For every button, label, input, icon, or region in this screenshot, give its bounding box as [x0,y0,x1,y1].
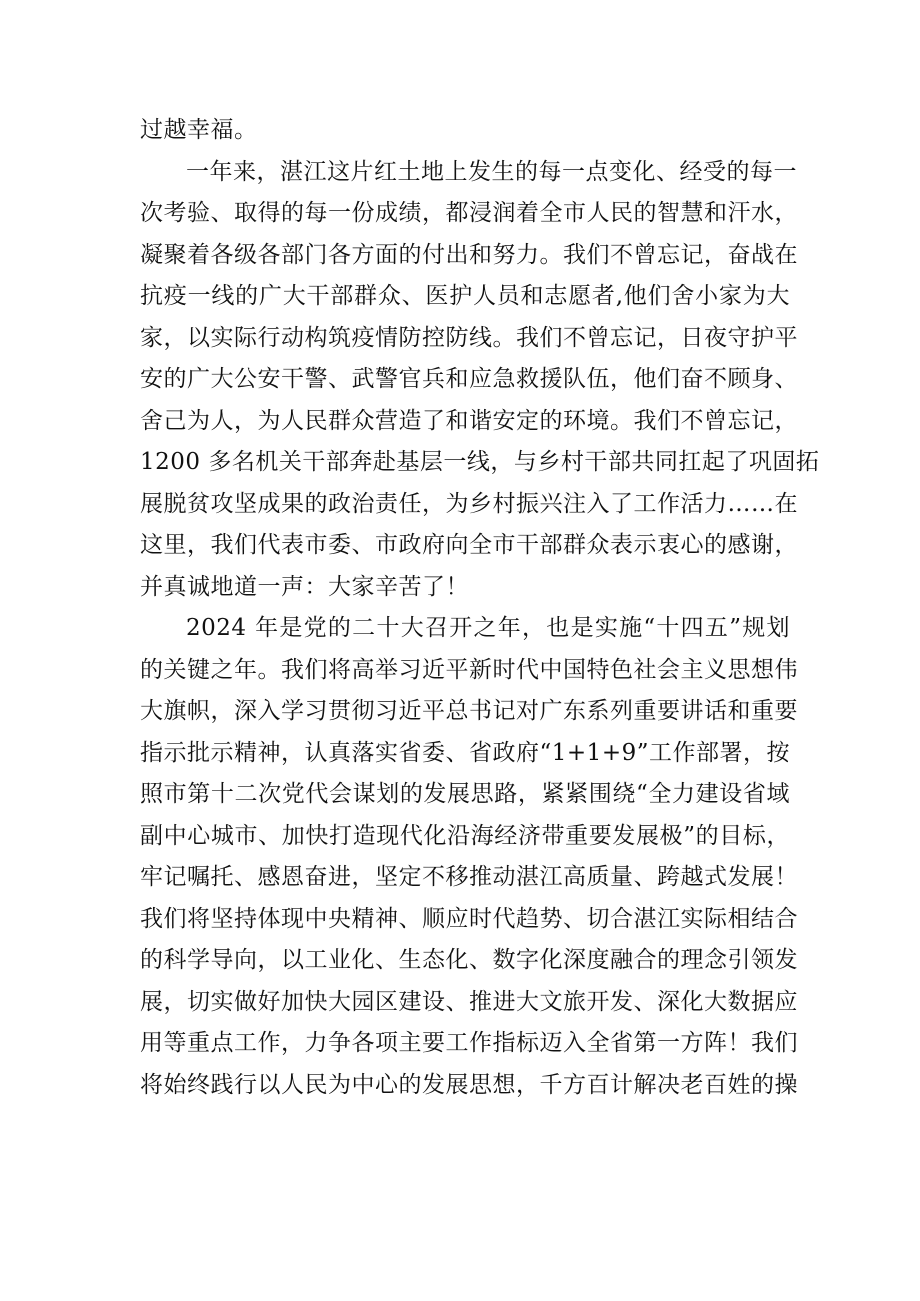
text-line: 一年来，湛江这片红土地上发生的每一点变化、经受的每一 [186,158,797,185]
text-line: 次考验、取得的每一份成绩，都浸润着全市人民的智慧和汗水， [140,200,798,226]
text-line: 指示批示精神，认真落实省委、省政府“1+1+9”工作部署，按 [140,739,790,766]
text-line: 的关键之年。我们将高举习近平新时代中国特色社会主义思想伟 [140,656,798,683]
text-line: 副中心城市、加快打造现代化沿海经济带重要发展极”的目标， [140,822,790,849]
document-page [140,110,820,1106]
text-line: 并真诚地道一声：大家辛苦了！ [140,573,469,600]
text-line: 凝聚着各级各部门各方面的付出和努力。我们不曾忘记，奋战在 [140,241,798,268]
text-line: 将始终践行以人民为中心的发展思想，千方百计解决老百姓的操 [140,1071,798,1098]
text-line: 过越幸福。 [140,117,258,143]
text-line: 大旗帜，深入学习贯彻习近平总书记对广东系列重要讲话和重要 [140,698,798,724]
text-line: 的科学导向，以工业化、生态化、数字化深度融合的理念引领发 [140,947,798,973]
text-line: 安的广大公安干警、武警官兵和应急救援队伍，他们奋不顾身、 [140,366,798,392]
text-line: 2024 年是党的二十大召开之年，也是实施“十四五”规划 [186,615,790,641]
text-line: 展，切实做好加快大园区建设、推进大文旅开发、深化大数据应 [140,988,798,1015]
text-line: 1200 多名机关干部奔赴基层一线，与乡村干部共同扛起了巩固拓 [140,449,820,475]
text-line: 抗疫一线的广大干部群众、医护人员和志愿者,他们舍小家为大 [140,283,790,309]
text-line: 这里，我们代表市委、市政府向全市干部群众表示衷心的感谢， [140,532,798,558]
text-line: 牢记嘱托、感恩奋进，坚定不移推动湛江高质量、跨越式发展！ [140,864,798,890]
text-line: 展脱贫攻坚成果的政治责任，为乡村振兴注入了工作活力……在 [140,490,798,517]
text-line: 我们将坚持体现中央精神、顺应时代趋势、切合湛江实际相结合 [140,905,798,932]
text-line: 照市第十二次党代会谋划的发展思路，紧紧围绕“全力建设省域 [140,781,790,807]
text-line: 家，以实际行动构筑疫情防控防线。我们不曾忘记，日夜守护平 [140,324,798,351]
text-line: 用等重点工作，力争各项主要工作指标迈入全省第一方阵！我们 [140,1030,798,1056]
text-line: 舍己为人，为人民群众营造了和谐安定的环境。我们不曾忘记， [140,407,798,434]
